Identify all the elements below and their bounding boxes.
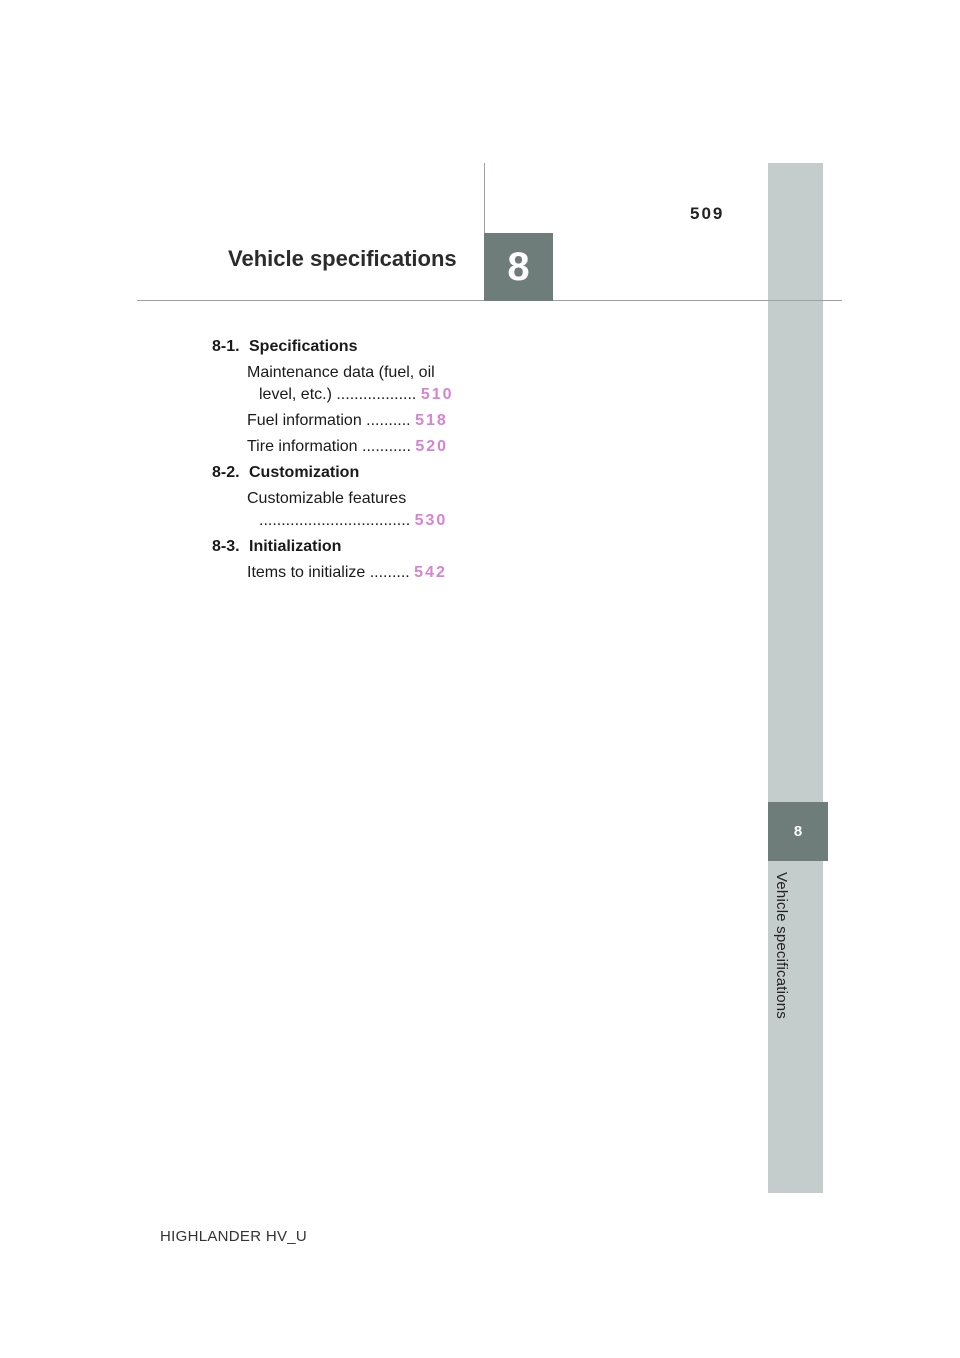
entry-text-line2: .................................. — [259, 512, 411, 529]
entry-text-line1: Customizable features — [247, 490, 407, 507]
chapter-side-label: Vehicle specifications — [773, 872, 790, 1019]
header-divider-vertical — [484, 163, 485, 233]
toc-section-initialization — [212, 536, 472, 558]
section-title: Initialization — [249, 538, 342, 555]
page-link[interactable]: 518 — [415, 412, 448, 429]
entry-text-line1: Maintenance data (fuel, oil — [247, 364, 435, 381]
toc-entry-fuel-information[interactable] — [212, 410, 472, 432]
toc-entry-tire-information[interactable] — [212, 436, 472, 458]
toc-entry-customizable-features[interactable] — [212, 488, 472, 532]
page-link[interactable]: 520 — [415, 438, 449, 455]
chapter-side-tab[interactable]: 8 — [768, 802, 828, 861]
toc-section-customization — [212, 462, 472, 484]
section-title: Specifications — [249, 338, 358, 355]
footer-model-code: HIGHLANDER HV_U — [160, 1228, 308, 1245]
toc-entry-maintenance-data[interactable] — [212, 362, 472, 406]
page-link[interactable]: 530 — [414, 512, 448, 529]
section-number: 8-3. — [212, 538, 240, 555]
page-number: 509 — [690, 204, 725, 223]
table-of-contents — [212, 336, 472, 588]
entry-text: Tire information ........... — [247, 438, 411, 455]
page-link[interactable]: 510 — [420, 386, 454, 403]
page-link[interactable]: 542 — [414, 564, 447, 581]
section-title: Customization — [249, 464, 360, 481]
entry-text-line2: level, etc.) .................. — [259, 386, 417, 403]
toc-section-specifications — [212, 336, 472, 358]
entry-text: Fuel information .......... — [247, 412, 411, 429]
chapter-number-box: 8 — [484, 233, 553, 301]
section-number: 8-1. — [212, 338, 240, 355]
chapter-title: Vehicle specifications — [228, 246, 457, 271]
toc-entry-items-to-initialize[interactable] — [212, 562, 472, 584]
entry-text: Items to initialize ......... — [247, 564, 410, 581]
section-number: 8-2. — [212, 464, 240, 481]
